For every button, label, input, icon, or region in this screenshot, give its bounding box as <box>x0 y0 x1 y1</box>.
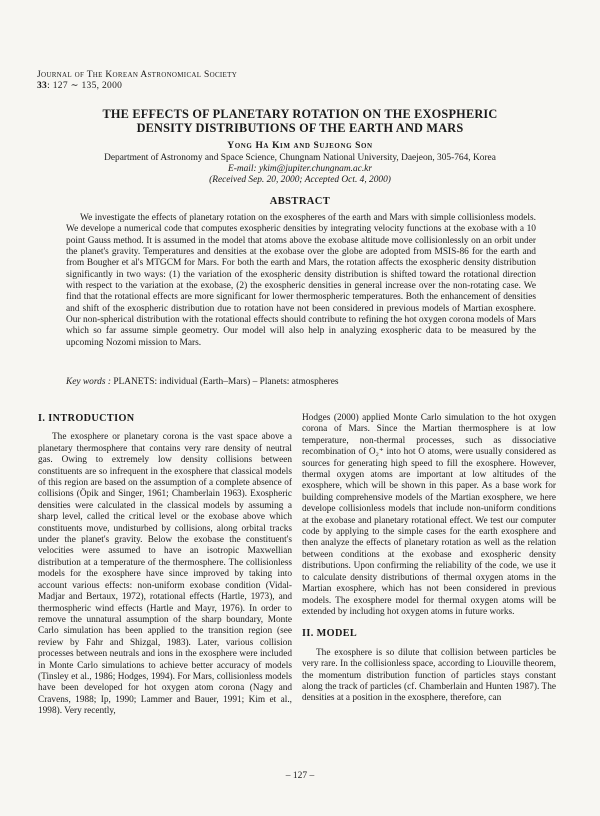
left-column <box>38 413 292 718</box>
page-number: – 127 – <box>285 771 315 781</box>
section-model-heading: II. MODEL <box>302 628 358 640</box>
introduction-continued-paragraph: Hodges (2000) applied Monte Carlo simulation to the hot oxygen corona of Mars. Since the Martian thermosphere is at low temperature, non-thermal processes, such as dissociative recombination of O₂⁺ into hot O atoms, were usually considered as sources for generating high speed to fill the exosphere. However, thermal oxygen atoms are important at low altitudes of the exosphere, which will be shown in this paper. As a base work for building comprehensive models of the Martian exosphere, we here develope collisionless models that include non-uniform conditions at the exobase and planetary rotational effect. We test our computer code by applying to the simple cases for the earth exosphere and then analyze the effects of planetary rotation as well as the relation between conditions at the exobase and exospheric density distributions. Upon confirming the reliability of the code, we use it to calculate density distributions of thermal oxygen atoms in the Martian exosphere, which has not been considered in previous models. The exosphere model for thermal oxygen atoms will be extended by including hot oxygen atoms in future works. <box>302 413 556 617</box>
journal-name: Journal of The Korean Astronomical Society <box>37 70 238 80</box>
paper-title <box>40 107 560 135</box>
keywords-text: PLANETS: individual (Earth–Mars) – Planets: atmospheres <box>113 377 339 387</box>
keywords-label: Key words : <box>66 377 111 387</box>
affiliation-block <box>20 153 580 187</box>
introduction-paragraph: The exosphere or planetary corona is the vast space above a planetary thermosphere that contains very rare density of neutral gas. Owing to extremely low density collisions between constituents are so infrequent in the exosphere that classical models of this region are based on the assumption of a complete absence of collisions (Öpik and Singer, 1961; Chamberlain 1963). Exospheric densities were calculated in the classical models by assuming a sharp level, called the critical level or the exobase above which constituents move, undisturbed by collisions, along orbital tracks under the planet's gravity. Below the exobase the constituent's velocities were assumed to have an isotropic Maxwellian distribution at a temperature of the thermosphere. The collisionless models for the exosphere have since improved by taking into account various effects: non-uniform exobase condition (Vidal-Madjar and Bertaux, 1972), rotational effects (Hartle, 1973), and thermospheric wind effects (Hartle and Mayr, 1976). In order to remove the unnatural assumption of the sharp boundary, Monte Carlo simulation has been applied to the transition region (see review by Fahr and Shizgal, 1983). Later, various collision processes between neutrals and ions in the exosphere were included in Monte Carlo simulations to achieve better accuracy of models (Tinsley et al., 1986; Hodges, 1994). For Mars, collisionless models have been developed for hot oxygen atom corona (Nagy and Cravens, 1988; Ip, 1990; Lammer and Bauer, 1991; Kim et al., 1998). Very recently, <box>38 432 292 717</box>
section-introduction-heading: I. INTRODUCTION <box>38 413 135 424</box>
received-dates: (Received Sep. 20, 2000; Accepted Oct. 4, 2000) <box>209 175 391 186</box>
affiliation: Department of Astronomy and Space Science, Chungnam National University, Daejeon, 305-764, Korea <box>104 153 496 163</box>
title-line-2: DENSITY DISTRIBUTIONS OF THE EARTH AND MARS <box>136 121 464 135</box>
title-line-1: THE EFFECTS OF PLANETARY ROTATION ON THE EXOSPHERIC <box>102 107 498 121</box>
email: E-mail: ykim@jupiter.chungnam.ac.kr <box>227 164 372 175</box>
journal-volume: 33 <box>37 81 48 91</box>
journal-header <box>37 70 237 92</box>
model-paragraph: The exosphere is so dilute that collision between particles be very rare. In the collisionless space, according to Liouville theorem, the momentum distribution function of particles stays constant along the track of particles (cf. Chamberlain and Hunten 1987). The densities at a position in the exosphere, therefore, can <box>302 647 556 704</box>
abstract-heading: ABSTRACT <box>269 196 331 207</box>
journal-pages: : 127 ∼ 135, 2000 <box>47 81 123 91</box>
abstract-text: We investigate the effects of planetary rotation on the exospheres of the earth and Mars with simple collisionless models. We develope a numerical code that computes exospheric densities by integrating velocity functions at the exobase with a 10 point Gauss method. It is assumed in the model that atoms above the exobase altitude move collisionlessly on an orbit under the planet's gravity. Temperatures and densities at the exobase over the globe are adopted from MSIS-86 for the earth and from Bougher et al's MTGCM for Mars. For both the earth and Mars, the rotation affects the exospheric density distribution significantly in two ways: (1) the variation of the exospheric density distribution is shifted toward the rotational direction with respect to the variation at the exobase, (2) the exospheric densities in general increase over the non-rotating case. We find that the rotational effects are more significant for lower thermospheric temperatures. Both the enhancement of densities and shift of the exospheric distribution due to rotation have not been considered in previous models of Martian exosphere. Our non-spherical distribution with the rotational effects should contribute to refining the hot oxygen corona models of Mars which so far assume simple geometry. Our model will also help in analyzing exospheric data to be measured by the upcoming Nozomi mission to Mars. <box>66 213 536 348</box>
keywords <box>66 377 536 387</box>
right-column <box>302 413 556 705</box>
journal-citation <box>37 81 237 92</box>
authors: Yong Ha Kim and Sujeong Son <box>227 141 373 151</box>
